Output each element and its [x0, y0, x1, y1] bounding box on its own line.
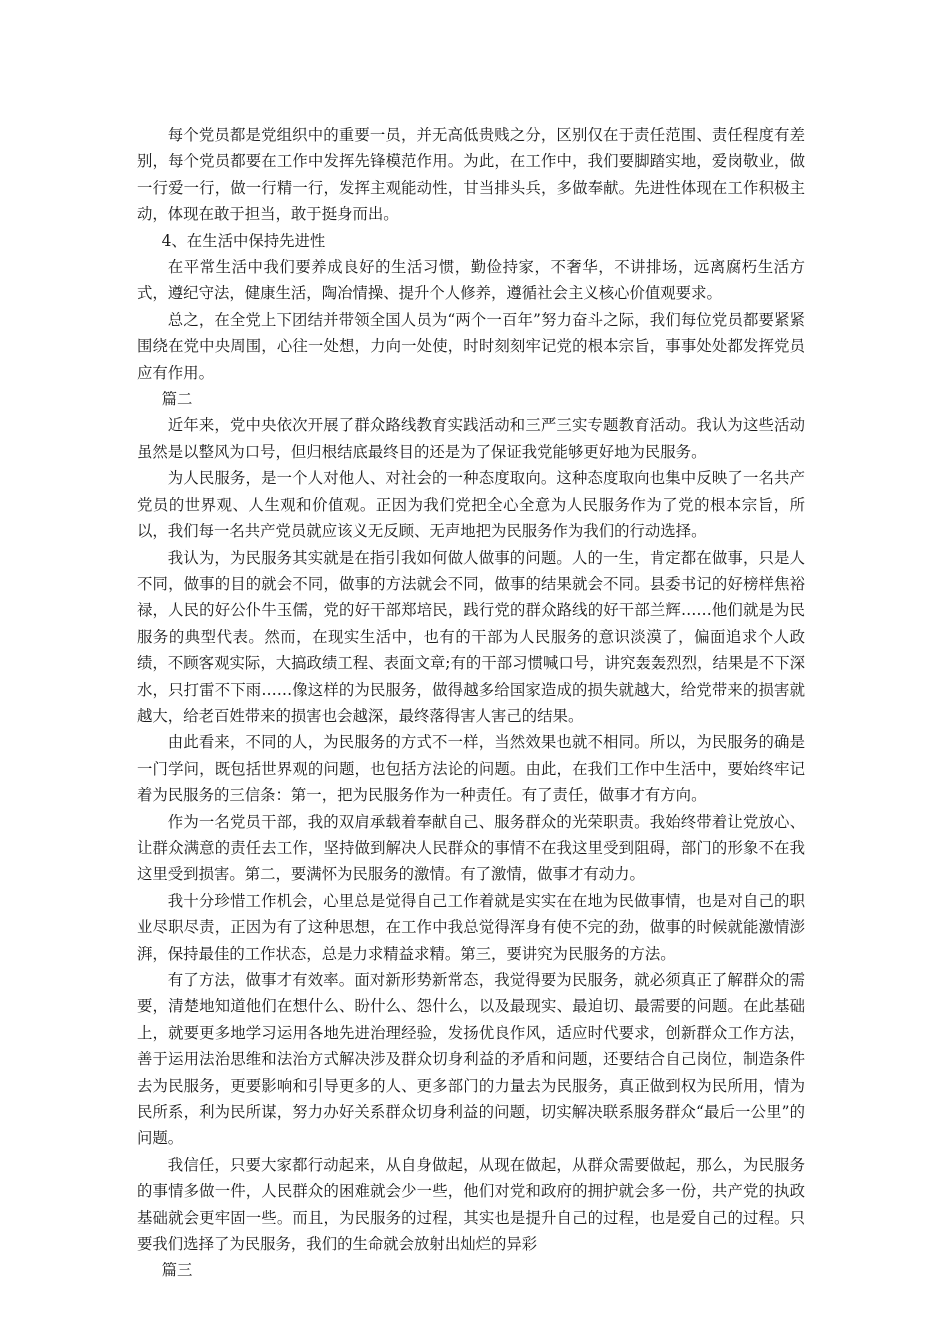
paragraph: 每个党员都是党组织中的重要一员，并无高低贵贱之分，区别仅在于责任范围、责任程度有差别，每个党员都要在工作中发挥先锋模范作用。为此，在工作中，我们要脚踏实地，爱岗敬业，做一行爱一行，做一行精一行，发挥主观能动性，甘当排头兵，多做奉献。先进性体现在工作积极主动，体现在敢于担当，敢于挺身而出。 — [137, 126, 805, 224]
section-heading: 篇二 — [161, 390, 193, 409]
document-body — [137, 122, 805, 1284]
paragraph: 我十分珍惜工作机会，心里总是觉得自己工作着就是实实在在地为民做事情，也是对自己的职业尽职尽责，正因为有了这种思想，在工作中我总觉得浑身有使不完的劲，做事的时候就能激情澎湃，保持最佳的工作状态，总是力求精益求精。第三，要讲究为民服务的方法。 — [137, 891, 805, 963]
paragraph: 由此看来，不同的人，为民服务的方式不一样，当然效果也就不相同。所以，为民服务的确是一门学问，既包括世界观的问题，也包括方法论的问题。由此，在我们工作中生活中，要始终牢记着为民服务的三信条：第一，把为民服务作为一种责任。有了责任，做事才有方向。 — [137, 733, 805, 805]
paragraph: 近年来，党中央依次开展了群众路线教育实践活动和三严三实专题教育活动。我认为这些活动虽然是以整风为口号，但归根结底最终目的还是为了保证我党能够更好地为民服务。 — [137, 416, 805, 461]
paragraph: 为人民服务，是一个人对他人、对社会的一种态度取向。这种态度取向也集中反映了一名共产党员的世界观、人生观和价值观。正因为我们党把全心全意为人民服务作为了党的根本宗旨，所以，我们每一名共产党员就应该义无反顾、无声地把为民服务作为我们的行动选择。 — [137, 469, 805, 541]
paragraph: 在平常生活中我们要养成良好的生活习惯，勤俭持家，不奢华，不讲排场，远离腐朽生活方式，遵纪守法，健康生活，陶冶情操、提升个人修养，遵循社会主义核心价值观要求。 — [137, 258, 805, 303]
paragraph: 我认为，为民服务其实就是在指引我如何做人做事的问题。人的一生，肯定都在做事，只是人不同，做事的目的就会不同，做事的方法就会不同，做事的结果就会不同。县委书记的好榜样焦裕禄，人民的好公仆牛玉儒，党的好干部郑培民，践行党的群众路线的好干部兰辉……他们就是为民服务的典型代表。然而，在现实生活中，也有的干部为人民服务的意识淡漠了，偏面追求个人政绩，不顾客观实际，大搞政绩工程、表面文章;有的干部习惯喊口号，讲究轰轰烈烈，结果是不下深水，只打雷不下雨……像这样的为民服务，做得越多给国家造成的损失就越大，给党带来的损害就越大，给老百姓带来的损害也会越深，最终落得害人害己的结果。 — [137, 548, 805, 725]
paragraph: 作为一名党员干部，我的双肩承载着奉献自己、服务群众的光荣职责。我始终带着让党放心、让群众满意的责任去工作，坚持做到解决人民群众的事情不在我这里受到阻碍，部门的形象不在我这里受到损害。第二，要满怀为民服务的激情。有了激情，做事才有动力。 — [137, 812, 805, 884]
paragraph: 我信任，只要大家都行动起来，从自身做起，从现在做起，从群众需要做起，那么，为民服务的事情多做一件，人民群众的困难就会少一些，他们对党和政府的拥护就会多一份，共产党的执政基础就会更牢固一些。而且，为民服务的过程，其实也是提升自己的过程，也是爱自己的过程。只要我们选择了为民服务，我们的生命就会放射出灿烂的异彩 — [137, 1155, 805, 1254]
section-heading: 篇三 — [161, 1261, 193, 1280]
paragraph: 总之，在全党上下团结并带领全国人员为“两个一百年”努力奋斗之际，我们每位党员都要紧紧围绕在党中央周围，心往一处想，力向一处使，时时刻刻牢记党的根本宗旨，事事处处都发挥党员应有作用。 — [137, 310, 805, 382]
paragraph: 有了方法，做事才有效率。面对新形势新常态，我觉得要为民服务，就必须真正了解群众的需要，清楚地知道他们在想什么、盼什么、怨什么，以及最现实、最迫切、最需要的问题。在此基础上，就要更多地学习运用各地先进治理经验，发扬优良作风，适应时代要求，创新群众工作方法，善于运用法治思维和法治方式解决涉及群众切身利益的矛盾和问题，还要结合自己岗位，制造条件去为民服务，更要影响和引导更多的人、更多部门的力量去为民服务，真正做到权为民所用，情为民所系，利为民所谋，努力办好关系群众切身利益的问题，切实解决联系服务群众“最后一公里”的问题。 — [137, 971, 805, 1148]
section-heading: 4、在生活中保持先进性 — [161, 231, 326, 250]
